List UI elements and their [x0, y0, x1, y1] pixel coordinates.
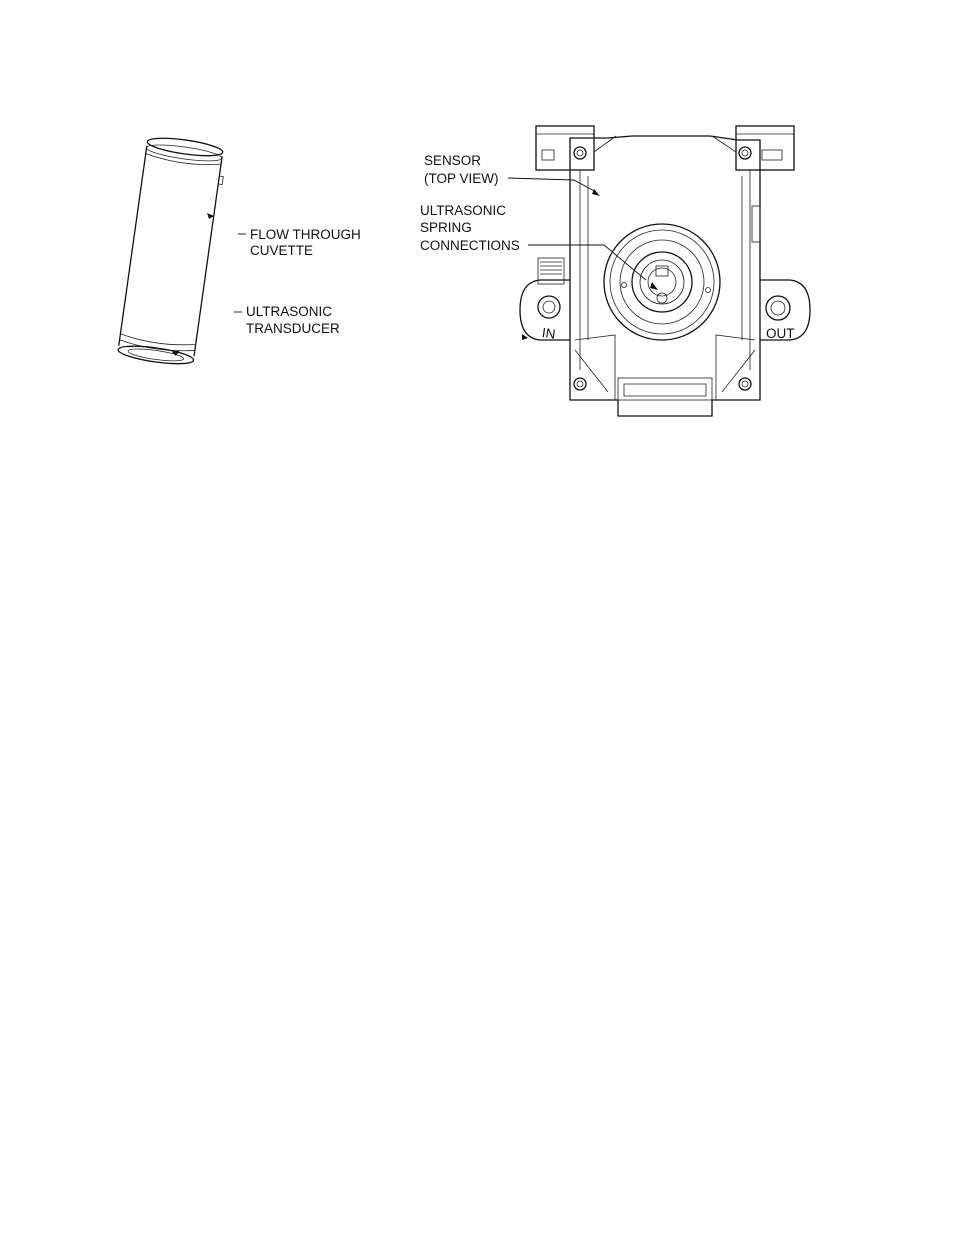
technical-diagram — [0, 0, 954, 440]
transducer-line-1: ULTRASONIC — [246, 304, 333, 319]
in-port-label: IN — [540, 325, 557, 342]
transducer-line-2: TRANSDUCER — [246, 321, 340, 336]
bolt — [574, 147, 586, 159]
in-port — [520, 258, 570, 342]
spring-line-2: SPRING — [420, 220, 472, 235]
bolt — [739, 147, 751, 159]
ultrasonic-chamber — [604, 224, 720, 340]
sensor-top-view — [520, 126, 810, 416]
out-port-label: OUT — [766, 326, 795, 341]
spring-line-1: ULTRASONIC — [420, 203, 507, 218]
bolt — [739, 378, 751, 390]
flow-through-cuvette — [117, 135, 227, 368]
out-port — [760, 280, 810, 341]
bolt — [574, 378, 586, 390]
sensor-line-1: SENSOR — [424, 153, 482, 168]
ultrasonic-transducer-label — [234, 304, 340, 336]
spring-line-3: CONNECTIONS — [420, 238, 520, 253]
sensor-line-2: (TOP VIEW) — [424, 171, 499, 186]
flow-through-line-2: CUVETTE — [250, 243, 314, 258]
flow-through-line-1: FLOW THROUGH — [250, 227, 361, 242]
sensor-top-view-label — [424, 153, 600, 196]
flow-through-cuvette-label — [238, 227, 361, 258]
